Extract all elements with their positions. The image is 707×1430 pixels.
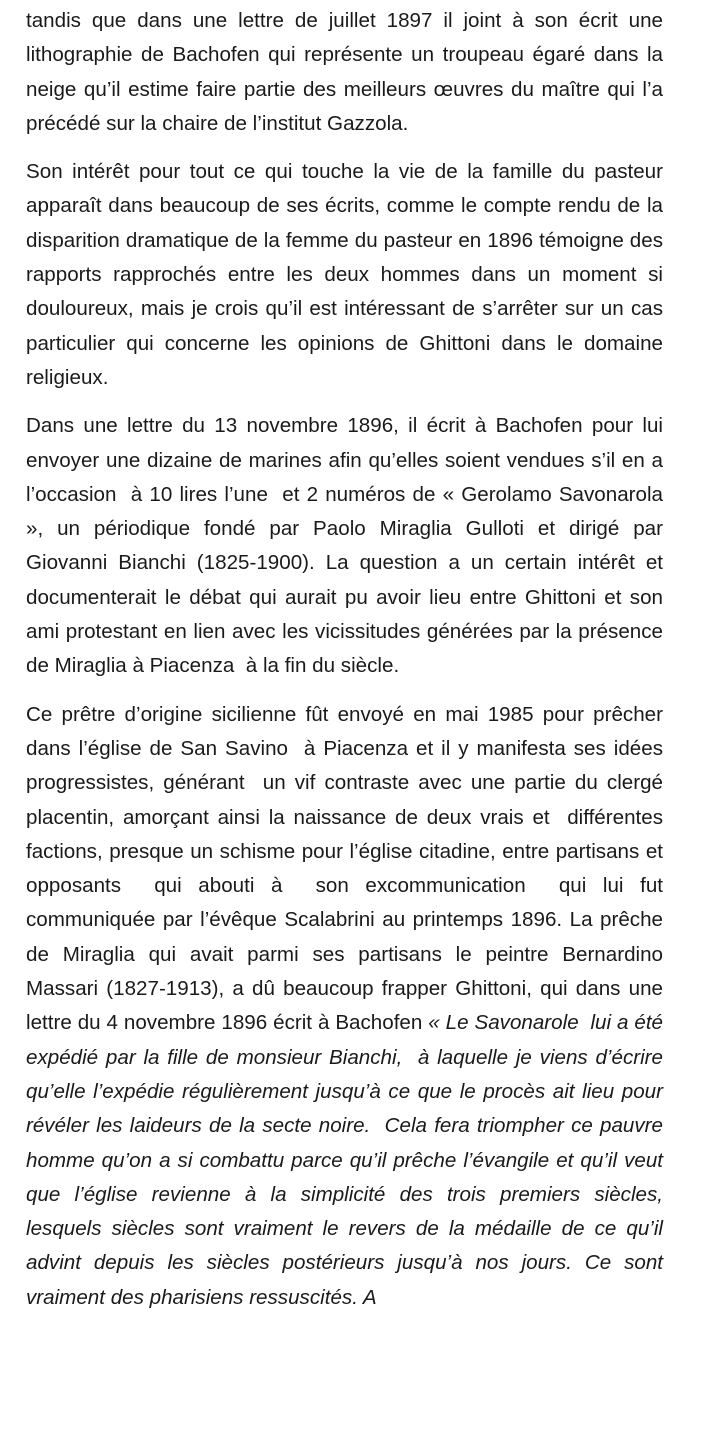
- paragraph-2-text: Son intérêt pour tout ce qui touche la vie de la famille du pasteur apparaît dans beaucoup de ses écrits, comme le compte rendu de la disparition dramatique de la femme du pasteur en 1896 témoigne des rapports rapprochés entre les deux hommes dans un moment si douloureux, mais je crois qu’il est intéressant de s’arrêter sur un cas particulier qui concerne les opinions de Ghittoni dans le domaine religieux.: [26, 160, 669, 389]
- paragraph-3: [26, 409, 669, 683]
- paragraph-4: [26, 698, 669, 1315]
- paragraph-1: [26, 4, 669, 141]
- paragraph-4-text: Ce prêtre d’origine sicilienne fût envoyé en mai 1985 pour prêcher dans l’église de San Savino à Piacenza et il y manifesta ses idées progressistes, générant un vif contraste avec une partie du clergé placentin, amorçant ainsi la naissance de deux vrais et différentes factions, presque un schisme pour l’église citadine, entre partisans et opposants qui abouti à son excommunication qui lui fut communiquée par l’évêque Scalabrini au printemps 1896. La prêche de Miraglia qui avait parmi ses partisans le peintre Bernardino Massari (1827-1913), a dû beaucoup frapper Ghittoni, qui dans une lettre du 4 novembre 1896 écrit à Bachofen: [26, 702, 669, 1035]
- paragraph-2: [26, 155, 669, 395]
- paragraph-1-text: tandis que dans une lettre de juillet 1897 il joint à son écrit une lithographie de Bachofen qui représente un troupeau égaré dans la neige qu’il estime faire partie des meilleurs œuvres du maître qui l’a précédé sur la chaire de l’institut Gazzola.: [26, 9, 669, 135]
- paragraph-4-quote: « Le Savonarole lui a été expédié par la fille de monsieur Bianchi, à laquelle je viens d’écrire qu’elle l’expédie régulièrement jusqu’à ce que le procès ait lieu pour révéler les laideurs de la secte noire. Cela fera triompher ce pauvre homme qu’on a si combattu parce qu’il prêche l’évangile et qu’il veut que l’église revienne à la simplicité des trois premiers siècles, lesquels siècles sont vraiment le revers de la médaille de ce qu’il advint depuis les siècles postérieurs jusqu’à nos jours. Ce sont vraiment des pharisiens ressuscités. A: [26, 1011, 669, 1309]
- paragraph-3-text: Dans une lettre du 13 novembre 1896, il écrit à Bachofen pour lui envoyer une dizaine de marines afin qu’elles soient vendues s’il en a l’occasion à 10 lires l’une et 2 numéros de « Gerolamo Savonarola », un périodique fondé par Paolo Miraglia Gulloti et dirigé par Giovanni Bianchi (1825-1900). La question a un certain intérêt et documenterait le débat qui aurait pu avoir lieu entre Ghittoni et son ami protestant en lien avec les vicissitudes générées par la présence de Miraglia à Piacenza à la fin du siècle.: [26, 414, 669, 678]
